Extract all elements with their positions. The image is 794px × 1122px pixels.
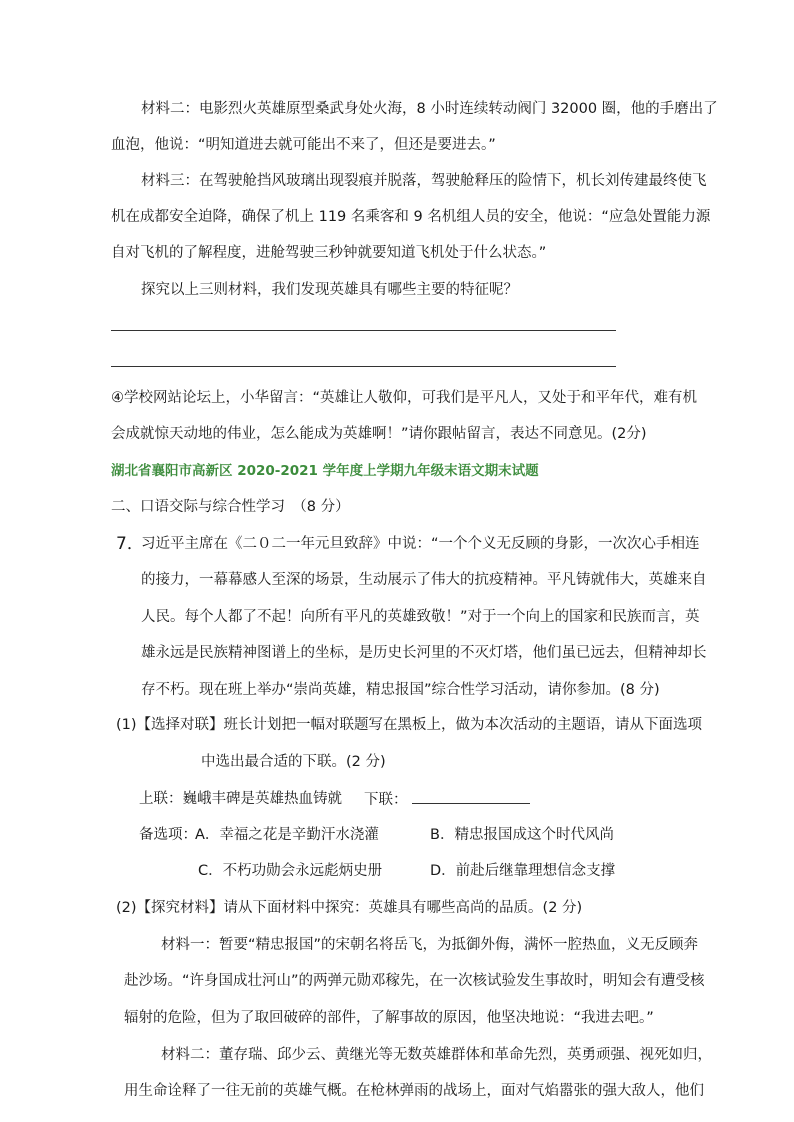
sub1-line2: 中选出最合适的下联。(2 分) (201, 754, 386, 770)
material1-line3: 辐射的危险，但为了取回破碎的部件，了解事故的原因，他坚决地说：“我进去吧。” (124, 1010, 654, 1026)
q4-line2: 会成就惊天动地的伟业，怎么能成为英雄啊！”请你跟帖留言，表达不同意见。(2分) (111, 426, 647, 442)
material2b-line2: 用生命诠释了一往无前的英雄气概。在枪林弹雨的战场上，面对气焰嚣张的强大敌人，他们 (124, 1083, 704, 1099)
q7-line3: 人民。每个人都了不起！向所有平凡的英雄致敬！”对于一个向上的国家和民族而言，英 (141, 609, 700, 625)
material3-line2: 机在成都安全迫降，确保了机上 119 名乘客和 9 名机组人员的安全，他说：“应急处置能力源 (111, 209, 711, 225)
material3-line3: 自对飞机的了解程度，进舱驾驶三秒钟就要知道飞机处于什么状态。” (111, 245, 547, 261)
options-label: 备选项： (139, 827, 197, 843)
question-explore: 探究以上三则材料，我们发现英雄具有哪些主要的特征呢？ (141, 282, 518, 298)
couplet-upper: 上联：巍峨丰碑是英雄热血铸就 (139, 791, 342, 807)
material1-line1: 材料一：暂要“精忠报国”的宋朝名将岳飞，为抵御外侮，满怀一腔热血，义无反顾奔 (161, 937, 699, 953)
section-heading: 二、口语交际与综合性学习 （8 分） (111, 499, 350, 515)
q7-line4: 雄永远是民族精神图谱上的坐标，是历史长河里的不灭灯塔，他们虽已远去，但精神却长 (141, 645, 707, 661)
q7-line5: 存不朽。现在班上举办“崇尚英雄，精忠报国”综合性学习活动，请你参加。(8 分) (141, 682, 660, 698)
q7-line1: 习近平主席在《二０二一年元旦致辞》中说：“一个个义无反顾的身影，一次次心手相连 (141, 536, 700, 552)
q7-line2: 的接力，一幕幕感人至深的场景，生动展示了伟大的抗疫精神。平凡铸就伟大，英雄来自 (141, 572, 707, 588)
sub1-line1: (1)【选择对联】班长计划把一幅对联题写在黑板上，做为本次活动的主题语，请从下面选项 (116, 717, 703, 733)
answer-line-1 (111, 330, 616, 331)
material1-line2: 赴沙场。“许身国成壮河山”的两弹元勋邓稼先，在一次核试验发生事故时，明知会有遭受核 (124, 973, 705, 989)
material2-line2: 血泡，他说：“明知道进去就可能出不来了，但还是要进去。” (111, 137, 496, 153)
material2b-line1: 材料二：董存瑞、邱少云、黄继光等无数英雄群体和革命先烈，英勇顽强、视死如归， (161, 1047, 712, 1063)
q4-line1: ④学校网站论坛上，小华留言：“英雄让人敬仰，可我们是平凡人，又处于和平年代，难有机 (111, 390, 698, 406)
answer-line-2 (111, 366, 616, 367)
couplet-lower-blank (412, 789, 530, 804)
couplet-lower (364, 789, 530, 810)
q7-number: 7． (116, 534, 144, 554)
option-d: D．前赴后继靠理想信念支撑 (430, 863, 616, 879)
sub2-line1: (2)【探究材料】请从下面材料中探究：英雄具有哪些高尚的品质。(2 分) (116, 900, 583, 916)
couplet-lower-label: 下联： (364, 792, 408, 808)
option-b: B．精忠报国成这个时代风尚 (430, 827, 614, 843)
source-title: 湖北省襄阳市高新区 2020-2021 学年度上学期九年级末语文期末试题 (111, 463, 539, 479)
material3-line1: 材料三：在驾驶舱挡风玻璃出现裂痕并脱落，驾驶舱释压的险情下，机长刘传建最终使飞 (141, 173, 707, 189)
material2-line1: 材料二：电影烈火英雄原型桑武身处火海，8 小时连续转动阀门 32000 圈，他的手磨出了 (141, 101, 718, 117)
option-a: A．幸福之花是辛勤汗水浇灌 (195, 827, 379, 843)
option-c: C．不朽功勋会永远彪炳史册 (198, 863, 383, 879)
